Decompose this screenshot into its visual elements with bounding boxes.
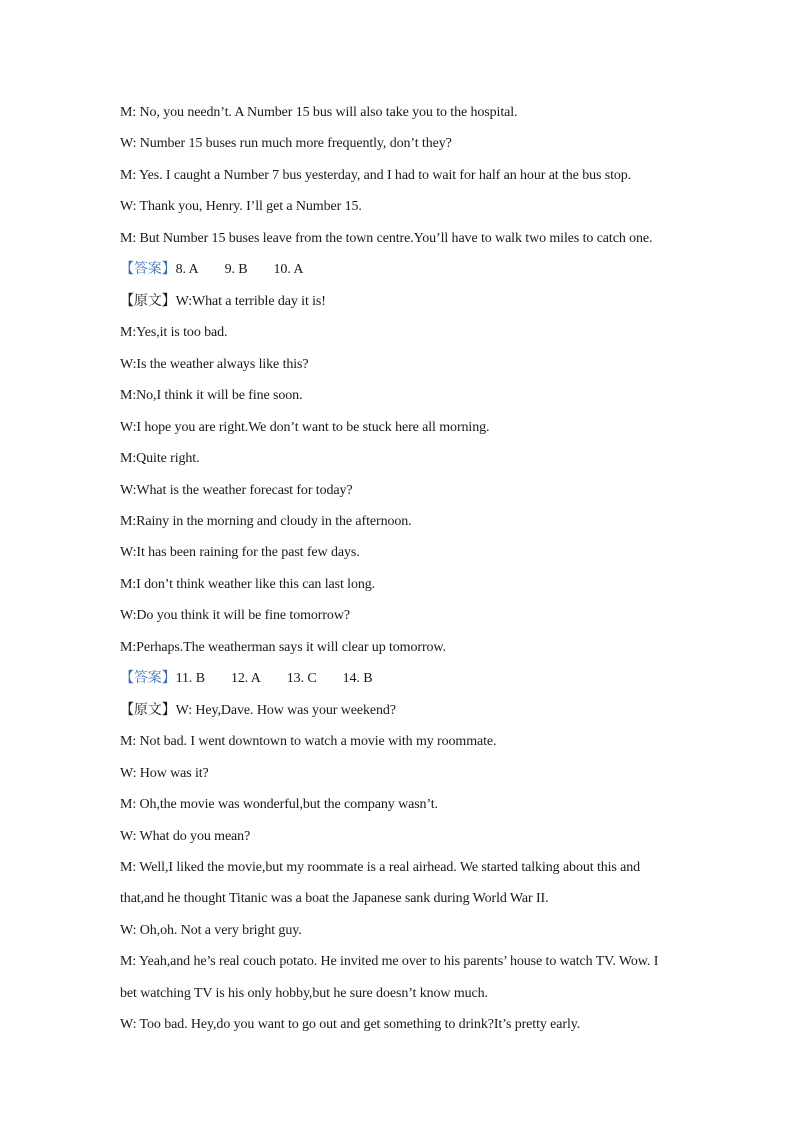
answer-item: 12. A: [230, 671, 261, 686]
answer-line: [120, 669, 690, 689]
dialogue-line: W:Is the weather always like this?: [120, 357, 309, 372]
answer-item: 13. C: [286, 671, 317, 686]
dialogue-line: M:I don’t think weather like this can last long.: [120, 577, 376, 592]
dialogue-line: W:It has been raining for the past few days.: [120, 545, 360, 560]
original-line: [120, 701, 690, 721]
dialogue-line: that,and he thought Titanic was a boat the Japanese sank during World War II.: [120, 891, 549, 906]
original-first-line: W:What a terrible day it is!: [175, 294, 326, 309]
dialogue-line: M:No,I think it will be fine soon.: [120, 388, 303, 403]
dialogue-line: M: Not bad. I went downtown to watch a movie with my roommate.: [120, 734, 497, 749]
answer-tag: 【答案】: [120, 262, 176, 277]
dialogue-line: M:Quite right.: [120, 451, 200, 466]
dialogue-line: W:Do you think it will be fine tomorrow?: [120, 608, 350, 623]
dialogue-line: W:I hope you are right.We don’t want to be stuck here all morning.: [120, 420, 490, 435]
answer-item: 9. B: [224, 262, 248, 277]
dialogue-line: bet watching TV is his only hobby,but he sure doesn’t know much.: [120, 986, 488, 1001]
answer-line: [120, 260, 690, 280]
original-first-line: W: Hey,Dave. How was your weekend?: [175, 703, 396, 718]
dialogue-line: W: Number 15 buses run much more frequently, don’t they?: [120, 136, 452, 151]
dialogue-line: W:What is the weather forecast for today?: [120, 483, 353, 498]
dialogue-line: M: But Number 15 buses leave from the town centre.You’ll have to walk two miles to catch one.: [120, 231, 653, 246]
answer-tag: 【答案】: [120, 671, 176, 686]
dialogue-line: W: What do you mean?: [120, 829, 251, 844]
original-tag: 【原文】: [120, 294, 176, 309]
answer-item: 11. B: [175, 671, 205, 686]
dialogue-line: W: Too bad. Hey,do you want to go out and get something to drink?It’s pretty early.: [120, 1017, 581, 1032]
dialogue-line: M: Well,I liked the movie,but my roommate is a real airhead. We started talking about this and: [120, 860, 641, 875]
dialogue-line: M:Perhaps.The weatherman says it will clear up tomorrow.: [120, 640, 446, 655]
dialogue-line: M:Yes,it is too bad.: [120, 325, 228, 340]
original-tag: 【原文】: [120, 703, 176, 718]
dialogue-line: M: No, you needn’t. A Number 15 bus will also take you to the hospital.: [120, 105, 518, 120]
dialogue-line: M: Yes. I caught a Number 7 bus yesterday, and I had to wait for half an hour at the bus stop.: [120, 168, 632, 183]
original-line: [120, 292, 690, 312]
dialogue-line: W: Thank you, Henry. I’ll get a Number 15.: [120, 199, 362, 214]
dialogue-line: M:Rainy in the morning and cloudy in the afternoon.: [120, 514, 412, 529]
dialogue-line: M: Oh,the movie was wonderful,but the company wasn’t.: [120, 797, 438, 812]
answer-item: 8. A: [175, 262, 199, 277]
answer-item: 14. B: [342, 671, 373, 686]
answer-item: 10. A: [273, 262, 304, 277]
dialogue-line: W: Oh,oh. Not a very bright guy.: [120, 923, 302, 938]
dialogue-line: M: Yeah,and he’s real couch potato. He invited me over to his parents’ house to watch TV. Wow. I: [120, 954, 659, 969]
dialogue-line: W: How was it?: [120, 766, 209, 781]
